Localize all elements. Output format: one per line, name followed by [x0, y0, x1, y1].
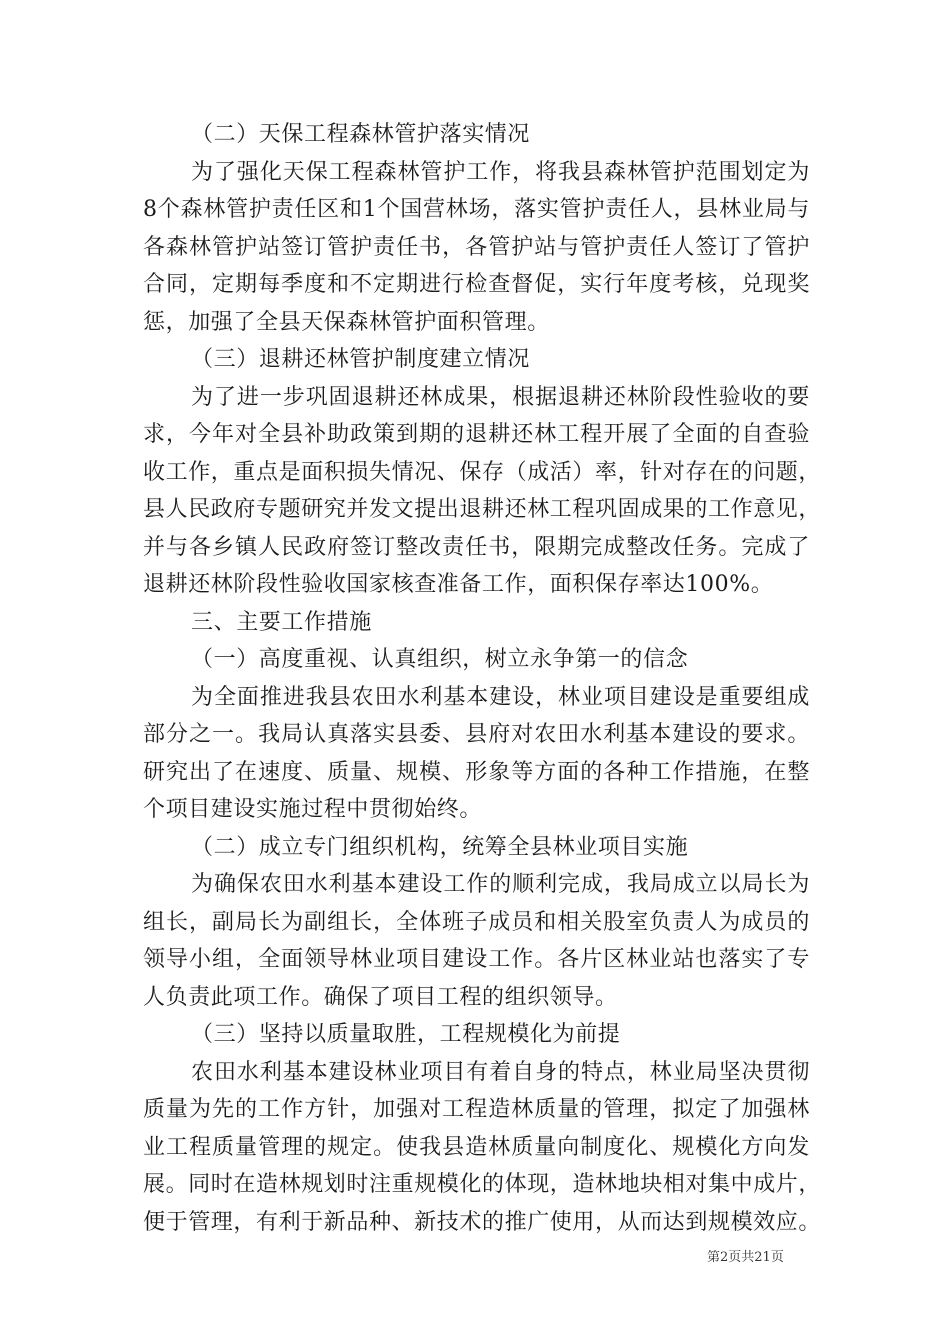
text-line: 合同，定期每季度和不定期进行检查督促，实行年度考核，兑现奖	[143, 272, 810, 297]
body-paragraph	[143, 1054, 822, 1242]
section-heading	[143, 604, 810, 642]
subsection-heading	[143, 1016, 810, 1054]
text-line: （一）高度重视、认真组织，树立永争第一的信念	[191, 647, 689, 672]
subsection-heading	[143, 641, 810, 679]
body-paragraph	[143, 379, 822, 604]
text-line: （三）坚持以质量取胜，工程规模化为前提	[191, 1022, 621, 1047]
text-line: 收工作，重点是面积损失情况、保存（成活）率，针对存在的问题，	[143, 459, 822, 485]
text-line: 组长，副局长为副组长，全体班子成员和相关股室负责人为成员的	[143, 909, 810, 935]
text-line: 研究出了在速度、质量、规模、形象等方面的各种工作措施，在整	[143, 759, 810, 785]
text-line: 并与各乡镇人民政府签订整改责任书，限期完成整改任务。完成了	[143, 534, 810, 560]
body-paragraph	[143, 154, 810, 342]
text-line: 领导小组，全面领导林业项目建设工作。各片区林业站也落实了专	[143, 947, 810, 972]
text-line: 部分之一。我局认真落实县委、县府对农田水利基本建设的要求。	[143, 722, 810, 747]
text-line: 农田水利基本建设林业项目有着自身的特点，林业局坚决贯彻	[191, 1059, 810, 1085]
page-body	[143, 116, 822, 1241]
subsection-heading	[143, 116, 810, 154]
subsection-heading	[143, 829, 810, 867]
text-line: 县人民政府专题研究并发文提出退耕还林工程巩固成果的工作意见，	[143, 497, 822, 522]
text-line: 求，今年对全县补助政策到期的退耕还林工程开展了全面的自查验	[143, 422, 810, 447]
page-number: 第2页共21页	[707, 1250, 784, 1265]
text-line: 惩，加强了全县天保森林管护面积管理。	[143, 309, 550, 335]
text-line: 个项目建设实施过程中贯彻始终。	[143, 797, 483, 822]
text-line: 为了进一步巩固退耕还林成果，根据退耕还林阶段性验收的要	[191, 384, 810, 410]
text-line: 质量为先的工作方针，加强对工程造林质量的管理，拟定了加强林	[143, 1097, 810, 1122]
text-line: 业工程质量管理的规定。使我县造林质量向制度化、规模化方向发	[143, 1134, 810, 1160]
text-line: 各森林管护站签订管护责任书，各管护站与管护责任人签订了管护	[143, 234, 810, 260]
body-paragraph	[143, 866, 810, 1016]
text-line: 8个森林管护责任区和1个国营林场，落实管护责任人，县林业局与	[143, 197, 810, 222]
text-line: （二）成立专门组织机构，统筹全县林业项目实施	[191, 834, 689, 860]
text-line: （三）退耕还林管护制度建立情况	[191, 347, 531, 372]
body-paragraph	[143, 679, 810, 829]
text-line: 人负责此项工作。确保了项目工程的组织领导。	[143, 984, 618, 1010]
subsection-heading	[143, 341, 810, 379]
text-line: 三、主要工作措施	[191, 609, 372, 635]
text-line: 展。同时在造林规划时注重规模化的体现，造林地块相对集中成片，	[143, 1172, 822, 1197]
text-line: 为了强化天保工程森林管护工作，将我县森林管护范围划定为	[191, 159, 810, 185]
text-line: 为确保农田水利基本建设工作的顺利完成，我局成立以局长为	[191, 872, 810, 897]
text-line: 退耕还林阶段性验收国家核查准备工作，面积保存率达100%。	[143, 572, 774, 597]
text-line: 为全面推进我县农田水利基本建设，林业项目建设是重要组成	[191, 684, 810, 710]
text-line: （二）天保工程森林管护落实情况	[191, 122, 531, 147]
text-line: 便于管理，有利于新品种、新技术的推广使用，从而达到规模效应。	[143, 1209, 822, 1235]
